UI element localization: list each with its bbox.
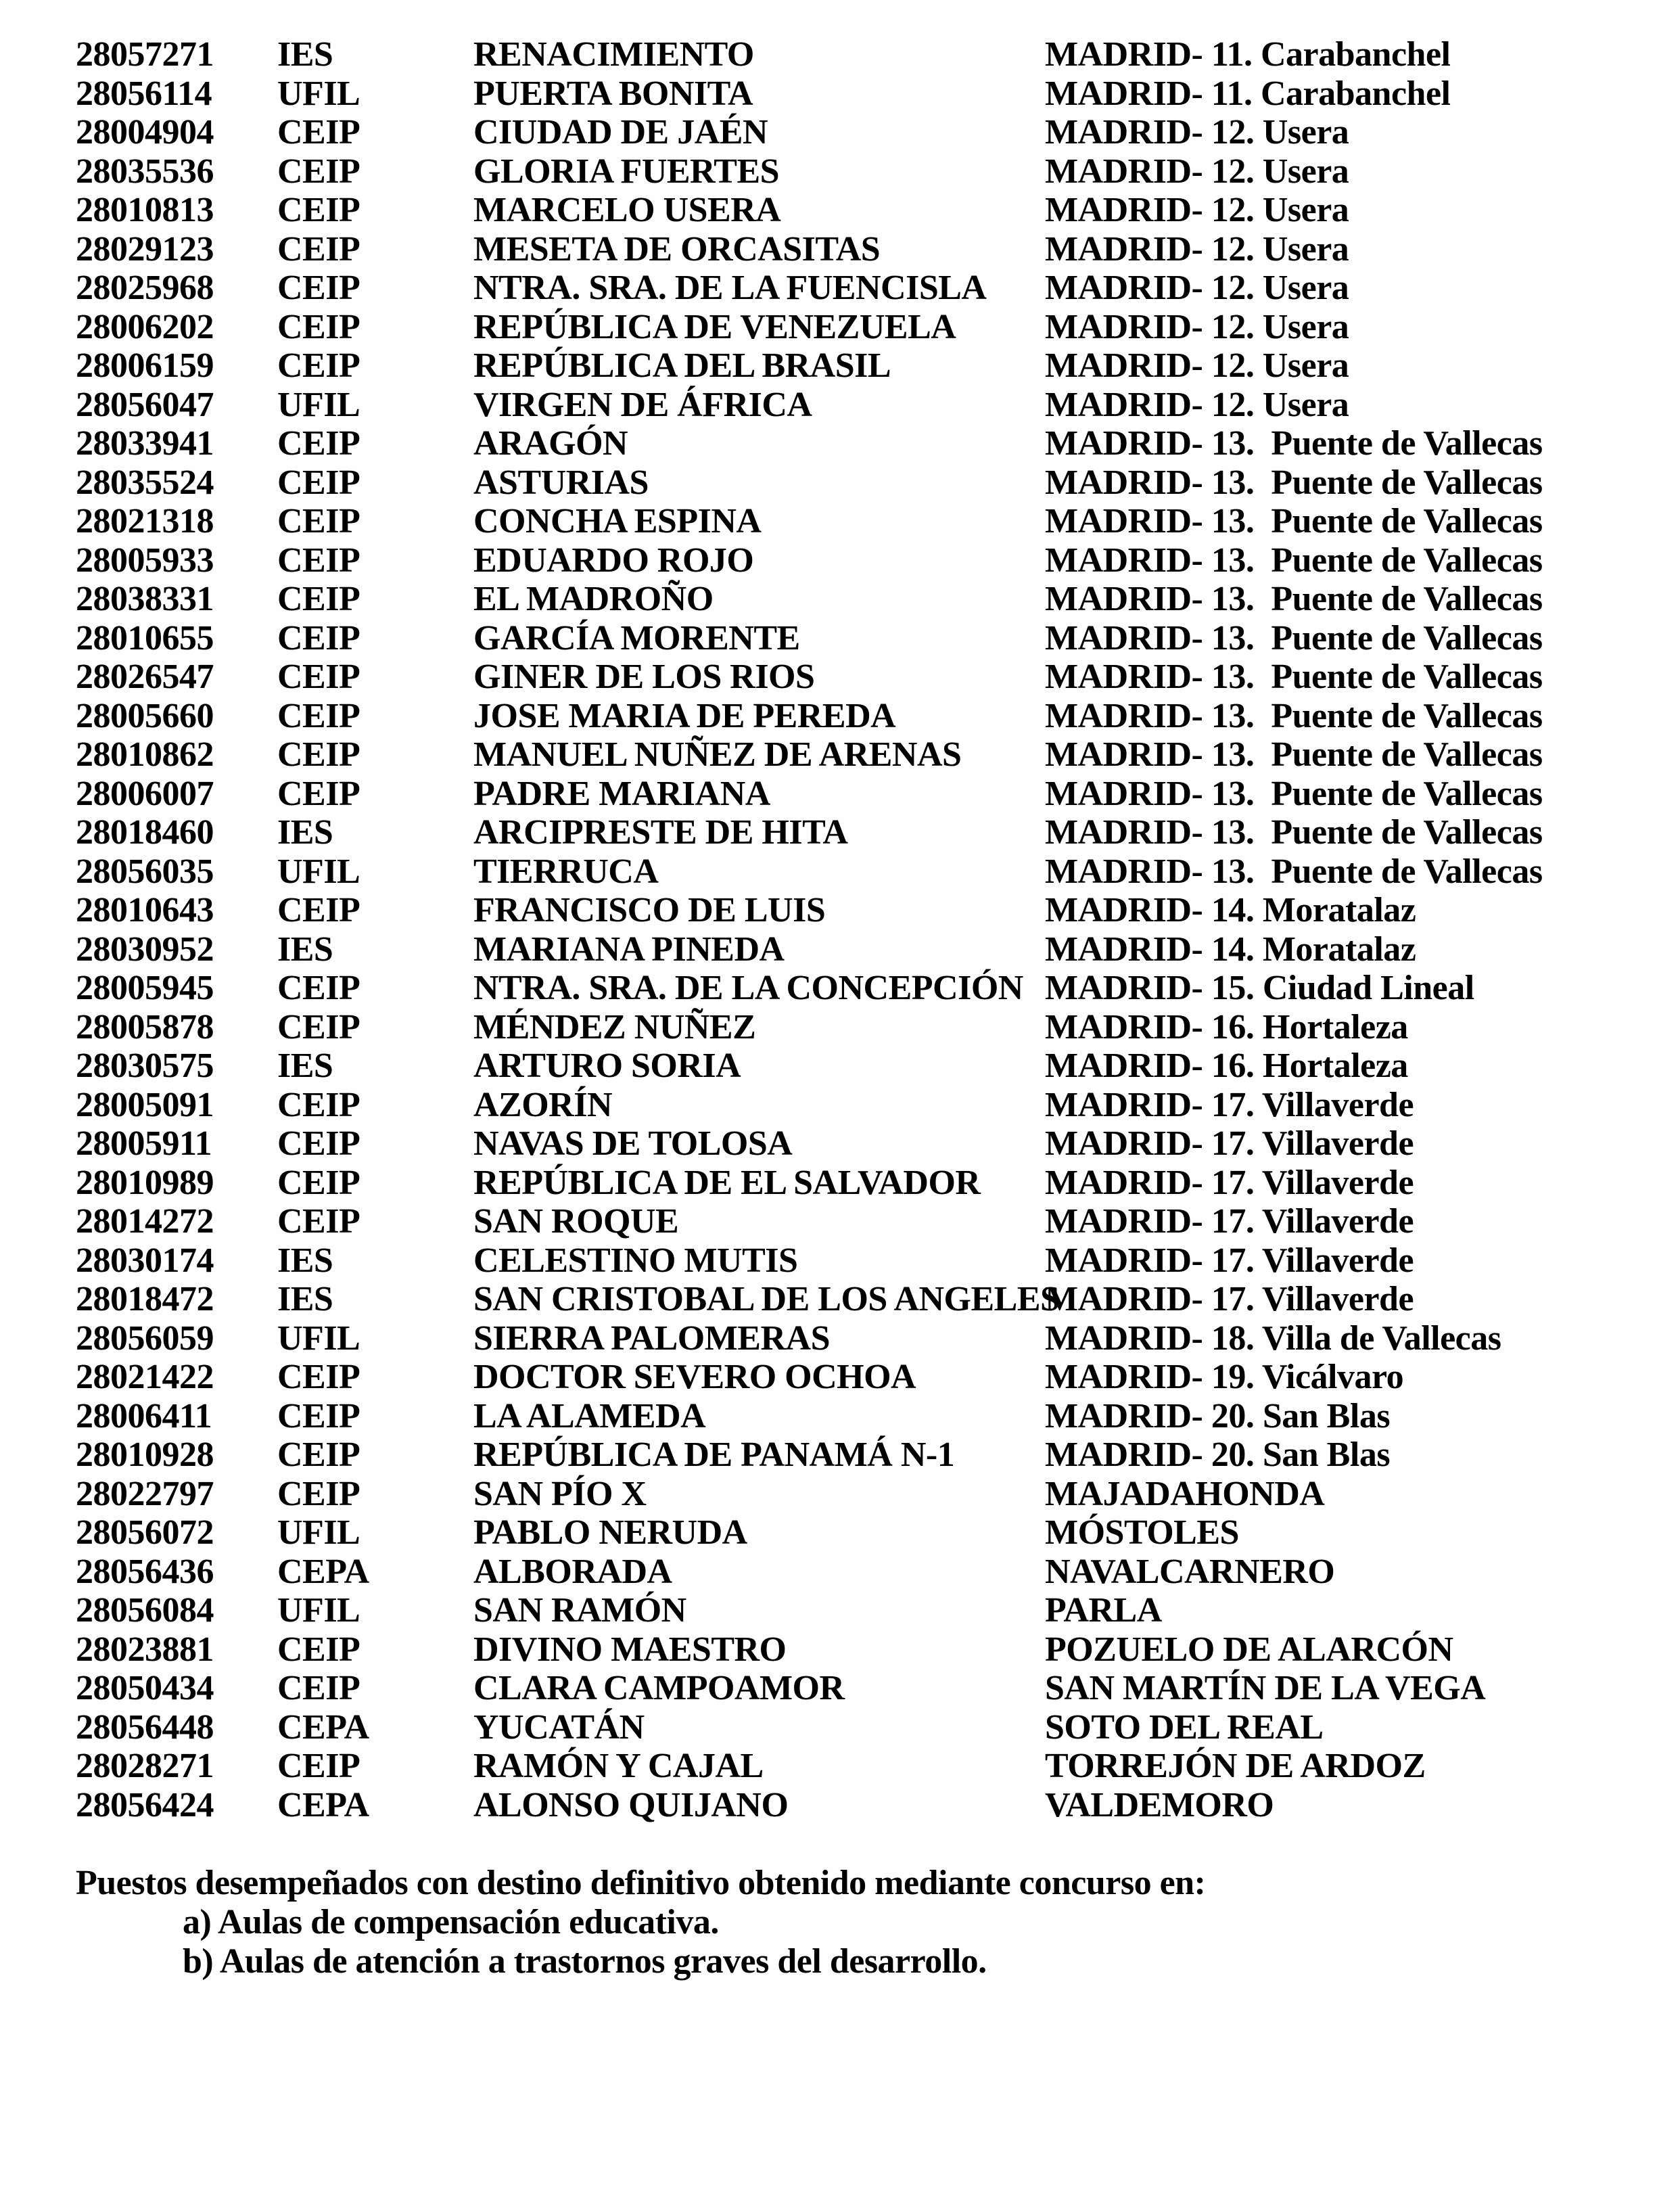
table-row — [76, 1435, 1680, 1475]
school-type-cell: IES — [277, 35, 333, 74]
school-name-cell: ALONSO QUIJANO — [473, 1785, 789, 1824]
school-location-cell: MADRID- 19. Vicálvaro — [1045, 1358, 1404, 1396]
school-name-cell: FRANCISCO DE LUIS — [473, 891, 826, 929]
school-location-cell: SOTO DEL REAL — [1045, 1707, 1324, 1747]
school-code-cell: 28056448 — [76, 1707, 214, 1747]
school-code-cell: 28025968 — [76, 269, 214, 307]
school-code-cell: 28005933 — [76, 540, 214, 580]
school-location-cell: MADRID- 13. Puente de Vallecas — [1045, 463, 1543, 502]
school-location-cell: MADRID- 17. Villaverde — [1045, 1280, 1414, 1318]
school-type-cell: CEIP — [277, 1163, 360, 1202]
school-name-cell: MARIANA PINEDA — [473, 929, 785, 969]
school-code-cell: 28006007 — [76, 774, 214, 813]
school-location-cell: MADRID- 13. Puente de Vallecas — [1045, 540, 1543, 580]
table-row — [76, 269, 1680, 308]
school-location-cell: MADRID- 17. Villaverde — [1045, 1085, 1414, 1124]
table-row — [76, 619, 1680, 658]
school-name-cell: MARCELO USERA — [473, 191, 781, 229]
table-row — [76, 191, 1680, 230]
school-name-cell: AZORÍN — [473, 1085, 613, 1124]
school-code-cell: 28056059 — [76, 1318, 214, 1358]
school-code-cell: 28038331 — [76, 580, 214, 618]
school-location-cell: NAVALCARNERO — [1045, 1552, 1335, 1591]
table-row — [76, 1513, 1680, 1552]
footer-item-a: a) Aulas de compensación educativa. — [183, 1903, 719, 1941]
school-location-cell: MADRID- 17. Villaverde — [1045, 1241, 1414, 1280]
table-row — [76, 113, 1680, 152]
school-name-cell: RENACIMIENTO — [473, 35, 754, 74]
school-code-cell: 28056114 — [76, 74, 212, 113]
school-location-cell: MADRID- 11. Carabanchel — [1045, 35, 1451, 74]
school-type-cell: UFIL — [277, 385, 360, 424]
school-code-cell: 28005091 — [76, 1085, 214, 1124]
school-name-cell: GARCÍA MORENTE — [473, 618, 800, 658]
school-location-cell: MADRID- 13. Puente de Vallecas — [1045, 852, 1543, 891]
school-name-cell: SAN CRISTOBAL DE LOS ANGELES — [473, 1280, 1060, 1318]
school-location-cell: MADRID- 20. San Blas — [1045, 1396, 1391, 1435]
table-row — [76, 1747, 1680, 1786]
school-code-cell: 28021318 — [76, 502, 214, 540]
school-name-cell: PADRE MARIANA — [473, 774, 770, 813]
school-code-cell: 28005878 — [76, 1007, 214, 1046]
school-code-cell: 28005660 — [76, 696, 214, 735]
school-type-cell: CEIP — [277, 1202, 360, 1241]
school-type-cell: CEPA — [277, 1552, 369, 1591]
school-name-cell: GLORIA FUERTES — [473, 152, 780, 191]
table-row — [76, 1708, 1680, 1747]
school-name-cell: ASTURIAS — [473, 463, 649, 502]
table-row — [76, 346, 1680, 386]
school-name-cell: MESETA DE ORCASITAS — [473, 229, 881, 269]
school-code-cell: 28057271 — [76, 35, 214, 74]
table-row — [76, 969, 1680, 1008]
school-location-cell: SAN MARTÍN DE LA VEGA — [1045, 1669, 1486, 1707]
school-code-cell: 28010989 — [76, 1163, 214, 1202]
school-location-cell: MADRID- 20. San Blas — [1045, 1435, 1391, 1474]
school-name-cell: REPÚBLICA DEL BRASIL — [473, 346, 891, 385]
school-code-cell: 28056436 — [76, 1552, 214, 1591]
school-name-cell: GINER DE LOS RIOS — [473, 658, 815, 696]
school-code-cell: 28030952 — [76, 929, 214, 969]
school-location-cell: MADRID- 15. Ciudad Lineal — [1045, 969, 1474, 1007]
school-code-cell: 28056072 — [76, 1513, 214, 1552]
school-code-cell: 28005945 — [76, 969, 214, 1007]
school-type-cell: CEIP — [277, 540, 360, 580]
footer-item-b: b) Aulas de atención a trastornos graves del desarrollo. — [183, 1942, 987, 1981]
table-row — [76, 1397, 1680, 1436]
school-code-cell: 28028271 — [76, 1747, 214, 1785]
school-type-cell: CEIP — [277, 269, 360, 307]
school-type-cell: CEIP — [277, 1007, 360, 1046]
school-type-cell: CEIP — [277, 1435, 360, 1474]
school-type-cell: CEIP — [277, 658, 360, 696]
table-row — [76, 813, 1680, 852]
school-name-cell: SIERRA PALOMERAS — [473, 1318, 831, 1358]
school-code-cell: 28050434 — [76, 1669, 214, 1707]
school-code-cell: 28021422 — [76, 1358, 214, 1396]
school-name-cell: VIRGEN DE ÁFRICA — [473, 385, 812, 424]
school-type-cell: CEIP — [277, 1630, 360, 1669]
footer-note — [76, 1864, 1680, 1981]
school-location-cell: MADRID- 13. Puente de Vallecas — [1045, 658, 1543, 696]
school-type-cell: CEIP — [277, 969, 360, 1007]
school-location-cell: MADRID- 12. Usera — [1045, 385, 1349, 424]
school-code-cell: 28030575 — [76, 1046, 214, 1085]
school-code-cell: 28006159 — [76, 346, 214, 385]
school-location-cell: TORREJÓN DE ARDOZ — [1045, 1747, 1426, 1785]
school-type-cell: UFIL — [277, 852, 360, 891]
school-code-cell: 28004904 — [76, 113, 214, 152]
school-name-cell: MANUEL NUÑEZ DE ARENAS — [473, 735, 962, 774]
school-type-cell: CEIP — [277, 1669, 360, 1707]
school-type-cell: UFIL — [277, 1513, 360, 1552]
school-type-cell: CEIP — [277, 1085, 360, 1124]
school-type-cell: CEIP — [277, 191, 360, 229]
table-row — [76, 541, 1680, 580]
school-type-cell: CEIP — [277, 229, 360, 269]
table-row — [76, 74, 1680, 114]
table-row — [76, 386, 1680, 425]
school-code-cell: 28010813 — [76, 191, 214, 229]
school-location-cell: MADRID- 12. Usera — [1045, 307, 1349, 346]
school-type-cell: CEPA — [277, 1707, 369, 1747]
school-name-cell: EDUARDO ROJO — [473, 540, 754, 580]
school-location-cell: MADRID- 13. Puente de Vallecas — [1045, 774, 1543, 813]
table-row — [76, 230, 1680, 269]
school-type-cell: CEIP — [277, 502, 360, 540]
table-row — [76, 502, 1680, 541]
school-code-cell: 28006202 — [76, 307, 214, 346]
school-code-cell: 28022797 — [76, 1474, 214, 1513]
school-name-cell: CIUDAD DE JAÉN — [473, 113, 768, 152]
school-code-cell: 28056084 — [76, 1591, 214, 1630]
table-row — [76, 658, 1680, 697]
table-row — [76, 1475, 1680, 1514]
school-location-cell: MADRID- 13. Puente de Vallecas — [1045, 424, 1543, 463]
school-code-cell: 28056035 — [76, 852, 214, 891]
table-row — [76, 1591, 1680, 1630]
school-code-cell: 28006411 — [76, 1396, 212, 1435]
school-type-cell: UFIL — [277, 1318, 360, 1358]
school-code-cell: 28005911 — [76, 1124, 212, 1163]
school-name-cell: REPÚBLICA DE EL SALVADOR — [473, 1163, 981, 1202]
school-name-cell: MÉNDEZ NUÑEZ — [473, 1007, 756, 1046]
school-type-cell: CEIP — [277, 618, 360, 658]
school-name-cell: DOCTOR SEVERO OCHOA — [473, 1358, 916, 1396]
table-row — [76, 697, 1680, 736]
school-type-cell: CEIP — [277, 463, 360, 502]
school-code-cell: 28056047 — [76, 385, 214, 424]
school-location-cell: MAJADAHONDA — [1045, 1474, 1325, 1513]
school-type-cell: CEIP — [277, 1396, 360, 1435]
school-code-cell: 28014272 — [76, 1202, 214, 1241]
school-name-cell: REPÚBLICA DE VENEZUELA — [473, 307, 956, 346]
school-type-cell: IES — [277, 929, 333, 969]
table-row — [76, 35, 1680, 74]
school-name-cell: NAVAS DE TOLOSA — [473, 1124, 793, 1163]
table-row — [76, 1086, 1680, 1125]
school-type-cell: UFIL — [277, 74, 360, 113]
school-name-cell: SAN ROQUE — [473, 1202, 679, 1241]
table-row — [76, 1552, 1680, 1592]
school-type-cell: CEIP — [277, 735, 360, 774]
school-type-cell: CEIP — [277, 113, 360, 152]
table-row — [76, 1319, 1680, 1358]
school-location-cell: MADRID- 16. Hortaleza — [1045, 1007, 1408, 1046]
school-name-cell: PABLO NERUDA — [473, 1513, 747, 1552]
school-code-cell: 28010928 — [76, 1435, 214, 1474]
school-name-cell: DIVINO MAESTRO — [473, 1630, 787, 1669]
school-type-cell: CEIP — [277, 1474, 360, 1513]
school-type-cell: CEIP — [277, 346, 360, 385]
school-code-cell: 28029123 — [76, 229, 214, 269]
table-row — [76, 735, 1680, 775]
school-location-cell: MADRID- 13. Puente de Vallecas — [1045, 580, 1543, 618]
school-location-cell: MADRID- 12. Usera — [1045, 152, 1349, 191]
table-row — [76, 1786, 1680, 1825]
table-row — [76, 1358, 1680, 1397]
school-name-cell: SAN RAMÓN — [473, 1591, 686, 1630]
school-location-cell: MADRID- 16. Hortaleza — [1045, 1046, 1408, 1085]
school-location-cell: MADRID- 17. Villaverde — [1045, 1163, 1414, 1202]
school-type-cell: IES — [277, 1046, 333, 1085]
school-location-cell: MADRID- 14. Moratalaz — [1045, 891, 1416, 929]
table-row — [76, 1630, 1680, 1670]
school-type-cell: UFIL — [277, 1591, 360, 1630]
school-code-cell: 28056424 — [76, 1785, 214, 1824]
school-location-cell: MADRID- 17. Villaverde — [1045, 1124, 1414, 1163]
school-location-cell: MÓSTOLES — [1045, 1513, 1239, 1552]
school-name-cell: ARTURO SORIA — [473, 1046, 741, 1085]
school-type-cell: IES — [277, 1280, 333, 1318]
school-name-cell: PUERTA BONITA — [473, 74, 753, 113]
school-name-cell: CELESTINO MUTIS — [473, 1241, 798, 1280]
table-row — [76, 1669, 1680, 1708]
table-row — [76, 1280, 1680, 1319]
school-type-cell: CEIP — [277, 891, 360, 929]
footer-heading: Puestos desempeñados con destino definitivo obtenido mediante concurso en: — [76, 1864, 1206, 1902]
school-location-cell: MADRID- 13. Puente de Vallecas — [1045, 735, 1543, 774]
school-type-cell: CEIP — [277, 1358, 360, 1396]
school-location-cell: MADRID- 12. Usera — [1045, 191, 1349, 229]
table-row — [76, 930, 1680, 969]
school-type-cell: CEIP — [277, 1747, 360, 1785]
school-name-cell: NTRA. SRA. DE LA CONCEPCIÓN — [473, 969, 1023, 1007]
table-row — [76, 1008, 1680, 1047]
school-location-cell: MADRID- 12. Usera — [1045, 346, 1349, 385]
table-row — [76, 775, 1680, 814]
school-code-cell: 28030174 — [76, 1241, 214, 1280]
table-row — [76, 1241, 1680, 1281]
school-code-cell: 28010655 — [76, 618, 214, 658]
school-type-cell: IES — [277, 1241, 333, 1280]
school-location-cell: MADRID- 18. Villa de Vallecas — [1045, 1318, 1501, 1358]
school-name-cell: EL MADROÑO — [473, 580, 714, 618]
school-location-cell: VALDEMORO — [1045, 1785, 1274, 1824]
table-row — [76, 1124, 1680, 1164]
school-name-cell: REPÚBLICA DE PANAMÁ N-1 — [473, 1435, 955, 1474]
school-location-cell: MADRID- 17. Villaverde — [1045, 1202, 1414, 1241]
school-name-cell: NTRA. SRA. DE LA FUENCISLA — [473, 269, 987, 307]
table-row — [76, 308, 1680, 347]
table-row — [76, 1202, 1680, 1241]
school-code-cell: 28018472 — [76, 1280, 214, 1318]
school-type-cell: CEIP — [277, 424, 360, 463]
school-location-cell: MADRID- 13. Puente de Vallecas — [1045, 502, 1543, 540]
school-location-cell: MADRID- 13. Puente de Vallecas — [1045, 618, 1543, 658]
school-code-cell: 28023881 — [76, 1630, 214, 1669]
school-name-cell: CONCHA ESPINA — [473, 502, 762, 540]
school-type-cell: CEIP — [277, 580, 360, 618]
school-location-cell: MADRID- 12. Usera — [1045, 113, 1349, 152]
school-type-cell: CEIP — [277, 696, 360, 735]
school-type-cell: CEIP — [277, 307, 360, 346]
school-location-cell: MADRID- 12. Usera — [1045, 229, 1349, 269]
school-code-cell: 28026547 — [76, 658, 214, 696]
school-type-cell: CEIP — [277, 152, 360, 191]
table-row — [76, 891, 1680, 930]
school-name-cell: ARAGÓN — [473, 424, 628, 463]
school-type-cell: CEIP — [277, 774, 360, 813]
school-type-cell: IES — [277, 813, 333, 852]
school-name-cell: JOSE MARIA DE PEREDA — [473, 696, 896, 735]
school-location-cell: MADRID- 12. Usera — [1045, 269, 1349, 307]
school-location-cell: MADRID- 13. Puente de Vallecas — [1045, 813, 1543, 852]
school-name-cell: LA ALAMEDA — [473, 1396, 706, 1435]
school-code-cell: 28035524 — [76, 463, 214, 502]
school-code-cell: 28033941 — [76, 424, 214, 463]
school-name-cell: ALBORADA — [473, 1552, 672, 1591]
school-code-cell: 28010862 — [76, 735, 214, 774]
school-location-cell: POZUELO DE ALARCÓN — [1045, 1630, 1453, 1669]
school-code-cell: 28018460 — [76, 813, 214, 852]
school-type-cell: CEPA — [277, 1785, 369, 1824]
school-location-cell: MADRID- 11. Carabanchel — [1045, 74, 1451, 113]
school-code-cell: 28035536 — [76, 152, 214, 191]
table-row — [76, 852, 1680, 892]
table-row — [76, 1164, 1680, 1203]
table-row — [76, 1046, 1680, 1086]
school-name-cell: SAN PÍO X — [473, 1474, 647, 1513]
school-name-cell: YUCATÁN — [473, 1707, 645, 1747]
table-row — [76, 580, 1680, 619]
table-row — [76, 152, 1680, 191]
table-row — [76, 463, 1680, 503]
school-location-cell: MADRID- 13. Puente de Vallecas — [1045, 696, 1543, 735]
school-name-cell: ARCIPRESTE DE HITA — [473, 813, 848, 852]
table-row — [76, 424, 1680, 463]
school-code-cell: 28010643 — [76, 891, 214, 929]
school-type-cell: CEIP — [277, 1124, 360, 1163]
school-name-cell: RAMÓN Y CAJAL — [473, 1747, 764, 1785]
school-name-cell: CLARA CAMPOAMOR — [473, 1669, 845, 1707]
school-location-cell: MADRID- 14. Moratalaz — [1045, 929, 1416, 969]
school-location-cell: PARLA — [1045, 1591, 1162, 1630]
school-name-cell: TIERRUCA — [473, 852, 659, 891]
